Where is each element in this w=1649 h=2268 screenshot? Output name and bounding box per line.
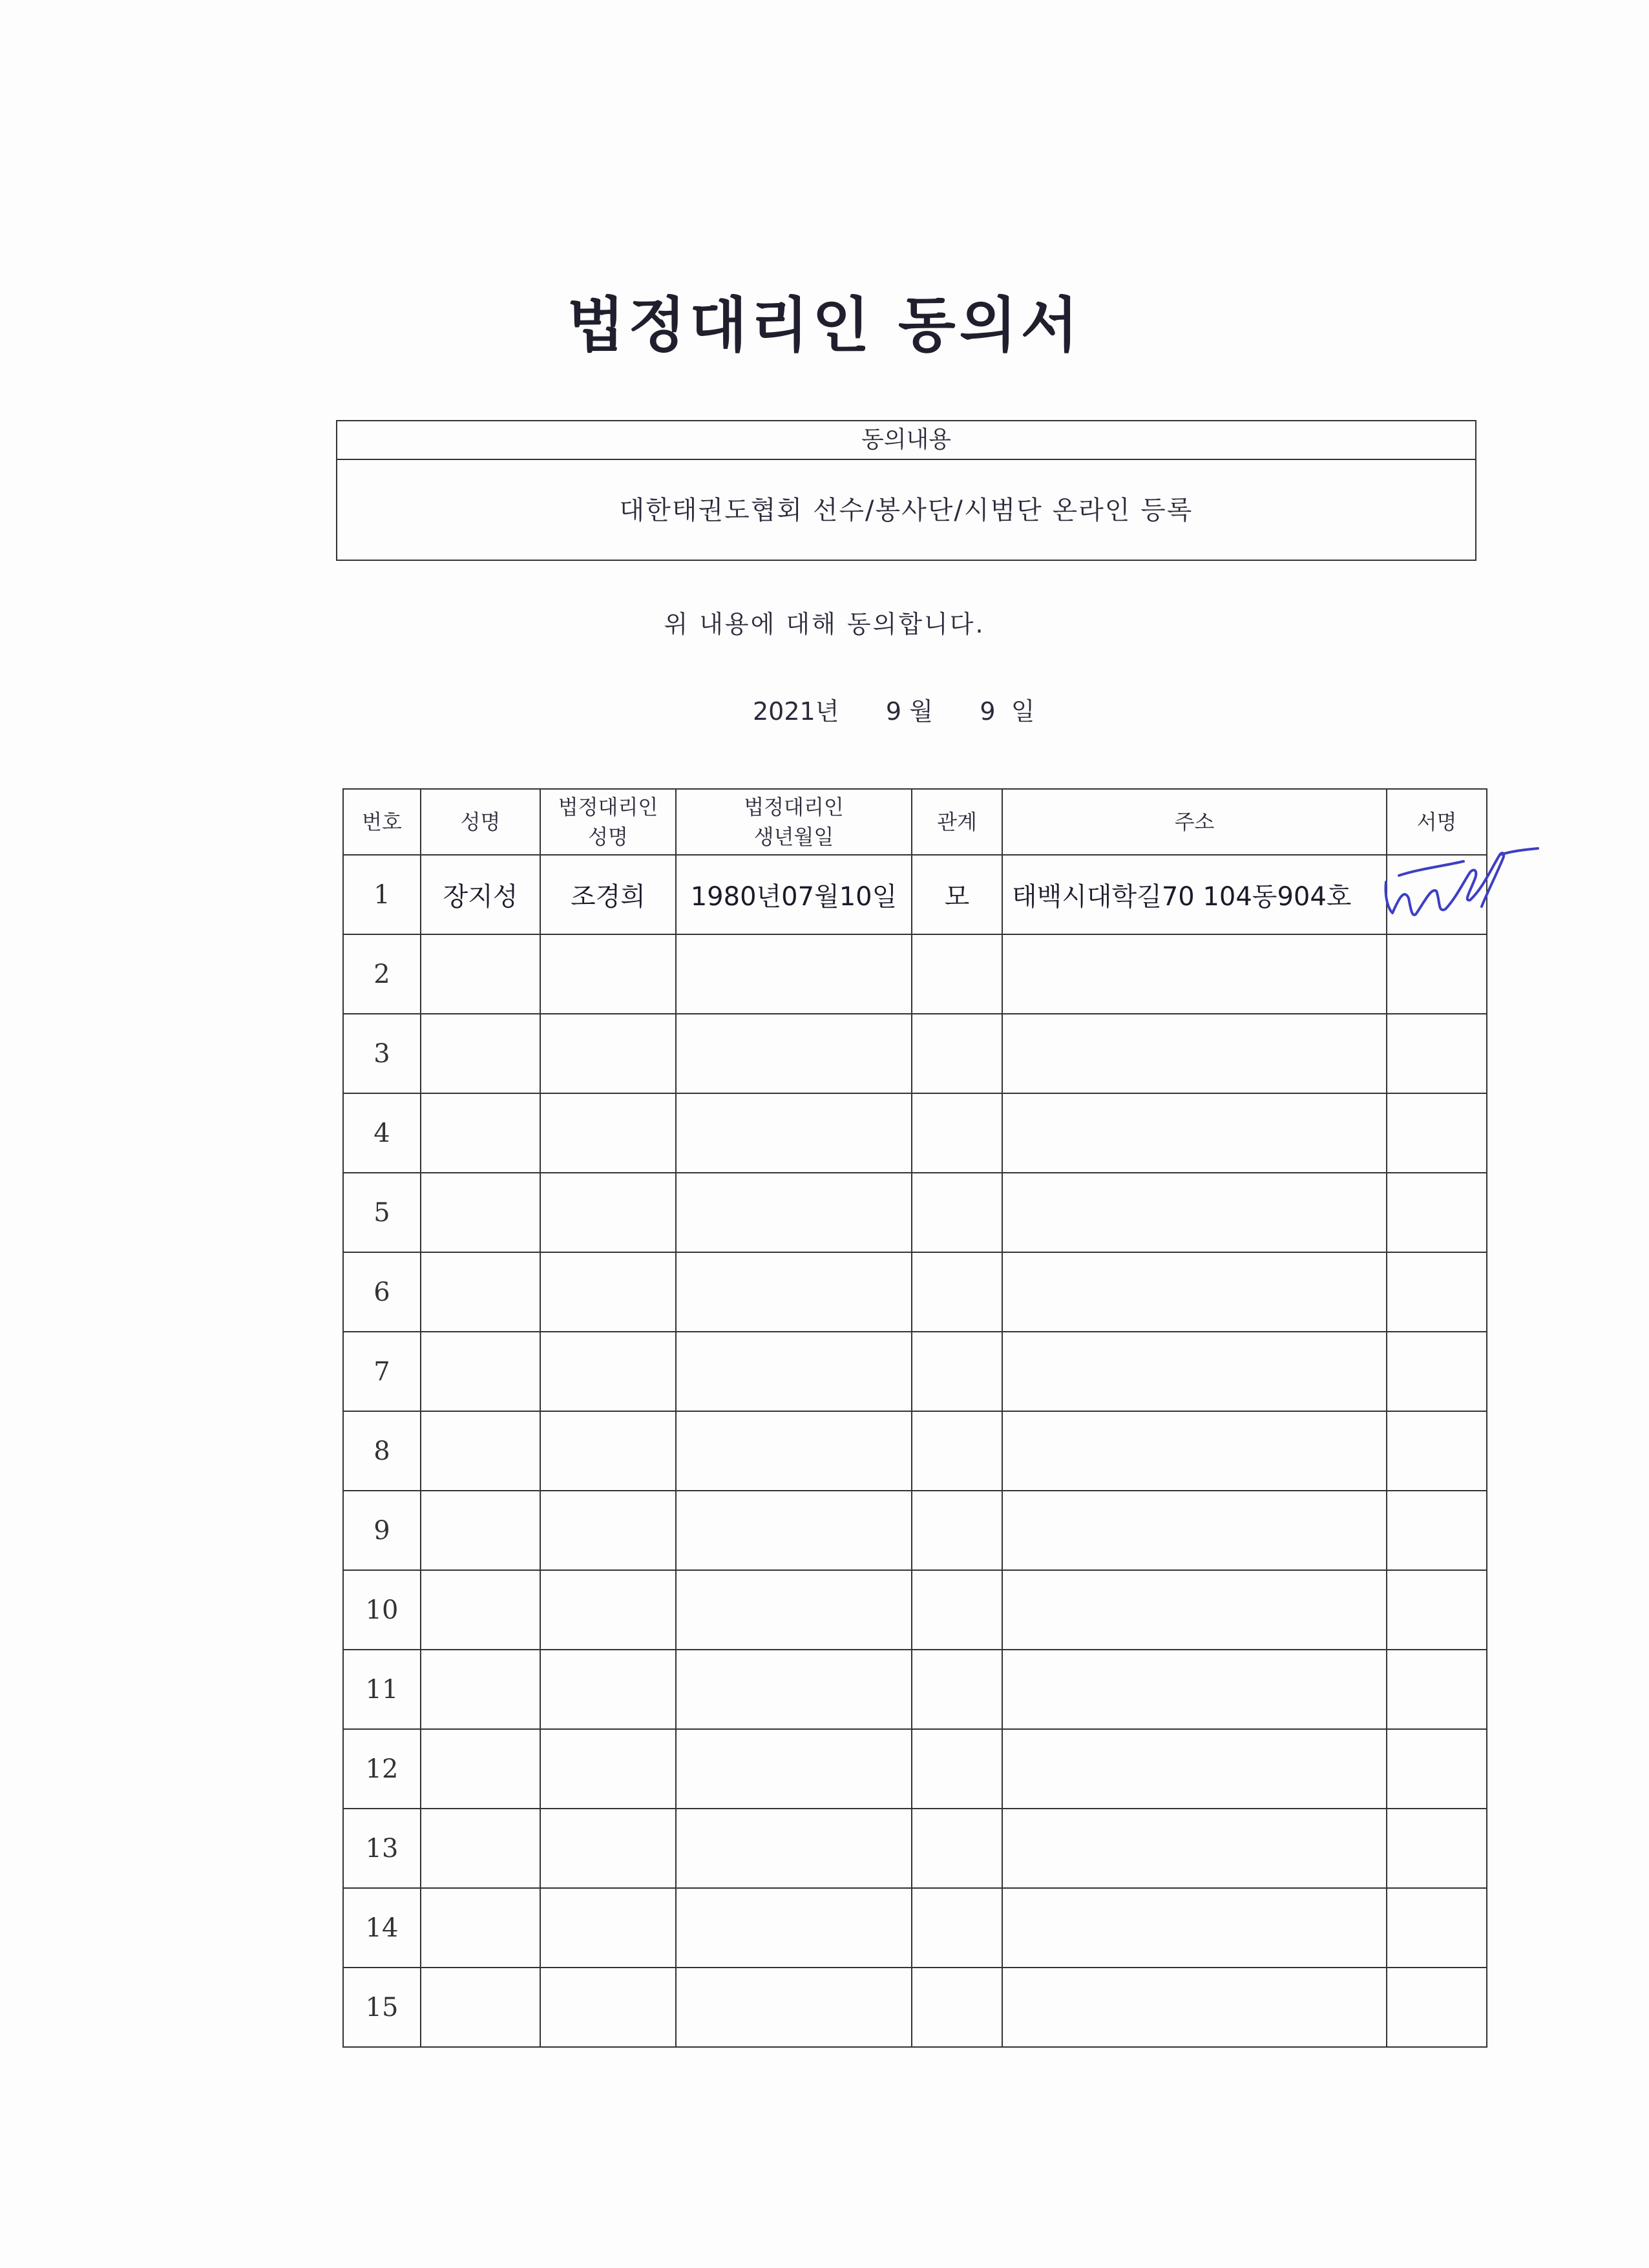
cell-address bbox=[1002, 1411, 1387, 1491]
consent-content: 대한태권도협회 선수/봉사단/시범단 온라인 등록 bbox=[619, 496, 1193, 525]
cell-guardian-birth bbox=[676, 1570, 912, 1650]
cell-address bbox=[1002, 1809, 1387, 1888]
guardian-consent-table bbox=[342, 788, 1487, 2048]
table-row bbox=[343, 1014, 1487, 1093]
cell-address bbox=[1002, 1968, 1387, 2047]
cell-no: 4 bbox=[343, 1093, 421, 1173]
cell-guardian-name bbox=[540, 1411, 676, 1491]
cell-guardian-name bbox=[540, 1173, 676, 1252]
cell-relation bbox=[912, 1332, 1002, 1411]
cell-guardian-name bbox=[540, 1968, 676, 2047]
cell-address: 태백시대학길70 104동904호 bbox=[1002, 855, 1387, 934]
date-day: 9 bbox=[980, 697, 996, 726]
cell-no: 2 bbox=[343, 934, 421, 1014]
cell-relation bbox=[912, 1809, 1002, 1888]
cell-name bbox=[421, 1411, 540, 1491]
header-guardian-birth-line2: 생년월일 bbox=[753, 824, 834, 849]
cell-address bbox=[1002, 1570, 1387, 1650]
cell-guardian-name bbox=[540, 1570, 676, 1650]
cell-relation bbox=[912, 1888, 1002, 1968]
cell-signature bbox=[1387, 1968, 1487, 2047]
table-header-row bbox=[343, 789, 1487, 855]
cell-guardian-name bbox=[540, 934, 676, 1014]
cell-relation bbox=[912, 1411, 1002, 1491]
header-guardian-name-line1: 법정대리인 bbox=[558, 795, 658, 819]
cell-name bbox=[421, 1173, 540, 1252]
cell-guardian-name bbox=[540, 1491, 676, 1570]
cell-relation bbox=[912, 1252, 1002, 1332]
cell-guardian-name bbox=[540, 1093, 676, 1173]
header-address: 주소 bbox=[1002, 789, 1387, 855]
cell-guardian-birth bbox=[676, 1252, 912, 1332]
cell-address bbox=[1002, 934, 1387, 1014]
cell-address bbox=[1002, 1252, 1387, 1332]
cell-signature bbox=[1387, 1411, 1487, 1491]
cell-name bbox=[421, 1570, 540, 1650]
cell-name bbox=[421, 1650, 540, 1729]
signature-stroke bbox=[1385, 848, 1538, 915]
table-row bbox=[343, 1093, 1487, 1173]
cell-address bbox=[1002, 1888, 1387, 1968]
cell-relation bbox=[912, 1014, 1002, 1093]
cell-relation bbox=[912, 1650, 1002, 1729]
cell-guardian-name bbox=[540, 1888, 676, 1968]
cell-guardian-birth bbox=[676, 1173, 912, 1252]
header-no: 번호 bbox=[343, 789, 421, 855]
cell-relation bbox=[912, 1570, 1002, 1650]
cell-signature bbox=[1387, 1491, 1487, 1570]
cell-signature bbox=[1387, 1332, 1487, 1411]
header-guardian-birth bbox=[676, 789, 912, 855]
cell-guardian-name bbox=[540, 1332, 676, 1411]
header-signature: 서명 bbox=[1387, 789, 1487, 855]
cell-address bbox=[1002, 1332, 1387, 1411]
cell-no: 14 bbox=[343, 1888, 421, 1968]
cell-guardian-birth bbox=[676, 934, 912, 1014]
date-day-unit: 일 bbox=[1011, 697, 1035, 726]
cell-address bbox=[1002, 1650, 1387, 1729]
cell-no: 15 bbox=[343, 1968, 421, 2047]
cell-no: 9 bbox=[343, 1491, 421, 1570]
cell-relation bbox=[912, 1093, 1002, 1173]
cell-no: 13 bbox=[343, 1809, 421, 1888]
consent-box bbox=[336, 420, 1476, 561]
cell-no: 6 bbox=[343, 1252, 421, 1332]
table-row bbox=[343, 1491, 1487, 1570]
cell-signature bbox=[1387, 1570, 1487, 1650]
header-guardian-name-line2: 성명 bbox=[588, 824, 628, 849]
table-row bbox=[343, 1332, 1487, 1411]
cell-guardian-birth bbox=[676, 1093, 912, 1173]
consent-heading: 동의내용 bbox=[337, 421, 1475, 460]
cell-signature bbox=[1387, 1252, 1487, 1332]
cell-guardian-name bbox=[540, 1650, 676, 1729]
table-row bbox=[343, 1809, 1487, 1888]
table-row bbox=[343, 1968, 1487, 2047]
cell-guardian-name: 조경희 bbox=[540, 855, 676, 934]
table-row bbox=[343, 1888, 1487, 1968]
table-row bbox=[343, 1252, 1487, 1332]
header-relation: 관계 bbox=[912, 789, 1002, 855]
cell-guardian-birth: 1980년07월10일 bbox=[676, 855, 912, 934]
cell-address bbox=[1002, 1173, 1387, 1252]
cell-no: 8 bbox=[343, 1411, 421, 1491]
cell-guardian-birth bbox=[676, 1491, 912, 1570]
cell-name bbox=[421, 1968, 540, 2047]
cell-no: 7 bbox=[343, 1332, 421, 1411]
signed-date bbox=[753, 691, 1035, 727]
table-row bbox=[343, 934, 1487, 1014]
date-month-unit: 월 bbox=[909, 697, 933, 726]
cell-name bbox=[421, 1252, 540, 1332]
cell-no: 1 bbox=[343, 855, 421, 934]
cell-no: 3 bbox=[343, 1014, 421, 1093]
cell-no: 10 bbox=[343, 1570, 421, 1650]
cell-guardian-name bbox=[540, 1729, 676, 1809]
header-guardian-name bbox=[540, 789, 676, 855]
header-name: 성명 bbox=[421, 789, 540, 855]
cell-address bbox=[1002, 1014, 1387, 1093]
cell-guardian-birth bbox=[676, 1014, 912, 1093]
cell-name bbox=[421, 1809, 540, 1888]
cell-no: 5 bbox=[343, 1173, 421, 1252]
date-year: 2021년 bbox=[753, 697, 839, 726]
cell-guardian-birth bbox=[676, 1968, 912, 2047]
table-row bbox=[343, 1173, 1487, 1252]
cell-signature bbox=[1387, 1173, 1487, 1252]
cell-signature bbox=[1387, 1729, 1487, 1809]
cell-no: 11 bbox=[343, 1650, 421, 1729]
cell-name bbox=[421, 1729, 540, 1809]
table-row bbox=[343, 855, 1487, 934]
cell-address bbox=[1002, 1491, 1387, 1570]
table-row bbox=[343, 1729, 1487, 1809]
cell-name bbox=[421, 1491, 540, 1570]
cell-signature bbox=[1387, 934, 1487, 1014]
cell-guardian-name bbox=[540, 1014, 676, 1093]
cell-name: 장지성 bbox=[421, 855, 540, 934]
cell-no: 12 bbox=[343, 1729, 421, 1809]
cell-signature bbox=[1387, 1650, 1487, 1729]
cell-relation bbox=[912, 934, 1002, 1014]
cell-relation bbox=[912, 1729, 1002, 1809]
cell-name bbox=[421, 934, 540, 1014]
cell-name bbox=[421, 1093, 540, 1173]
cell-guardian-name bbox=[540, 1252, 676, 1332]
header-guardian-birth-line1: 법정대리인 bbox=[744, 795, 844, 819]
cell-guardian-birth bbox=[676, 1888, 912, 1968]
cell-address bbox=[1002, 1093, 1387, 1173]
cell-relation bbox=[912, 1968, 1002, 2047]
cell-address bbox=[1002, 1729, 1387, 1809]
cell-guardian-birth bbox=[676, 1332, 912, 1411]
cell-signature bbox=[1387, 1014, 1487, 1093]
document-title: 법정대리인 동의서 bbox=[567, 291, 1082, 360]
cell-name bbox=[421, 1888, 540, 1968]
cell-guardian-birth bbox=[676, 1729, 912, 1809]
cell-signature bbox=[1387, 1809, 1487, 1888]
cell-signature bbox=[1387, 1093, 1487, 1173]
table-row bbox=[343, 1570, 1487, 1650]
cell-relation bbox=[912, 1173, 1002, 1252]
cell-name bbox=[421, 1014, 540, 1093]
cell-guardian-name bbox=[540, 1809, 676, 1888]
date-month: 9 bbox=[885, 697, 902, 726]
cell-relation bbox=[912, 1491, 1002, 1570]
table-row bbox=[343, 1650, 1487, 1729]
agreement-text: 위 내용에 대해 동의합니다. bbox=[664, 610, 985, 638]
cell-relation: 모 bbox=[912, 855, 1002, 934]
table-row bbox=[343, 1411, 1487, 1491]
cell-guardian-birth bbox=[676, 1650, 912, 1729]
cell-signature bbox=[1387, 1888, 1487, 1968]
cell-guardian-birth bbox=[676, 1809, 912, 1888]
cell-name bbox=[421, 1332, 540, 1411]
handwritten-signature bbox=[1373, 837, 1541, 934]
cell-guardian-birth bbox=[676, 1411, 912, 1491]
